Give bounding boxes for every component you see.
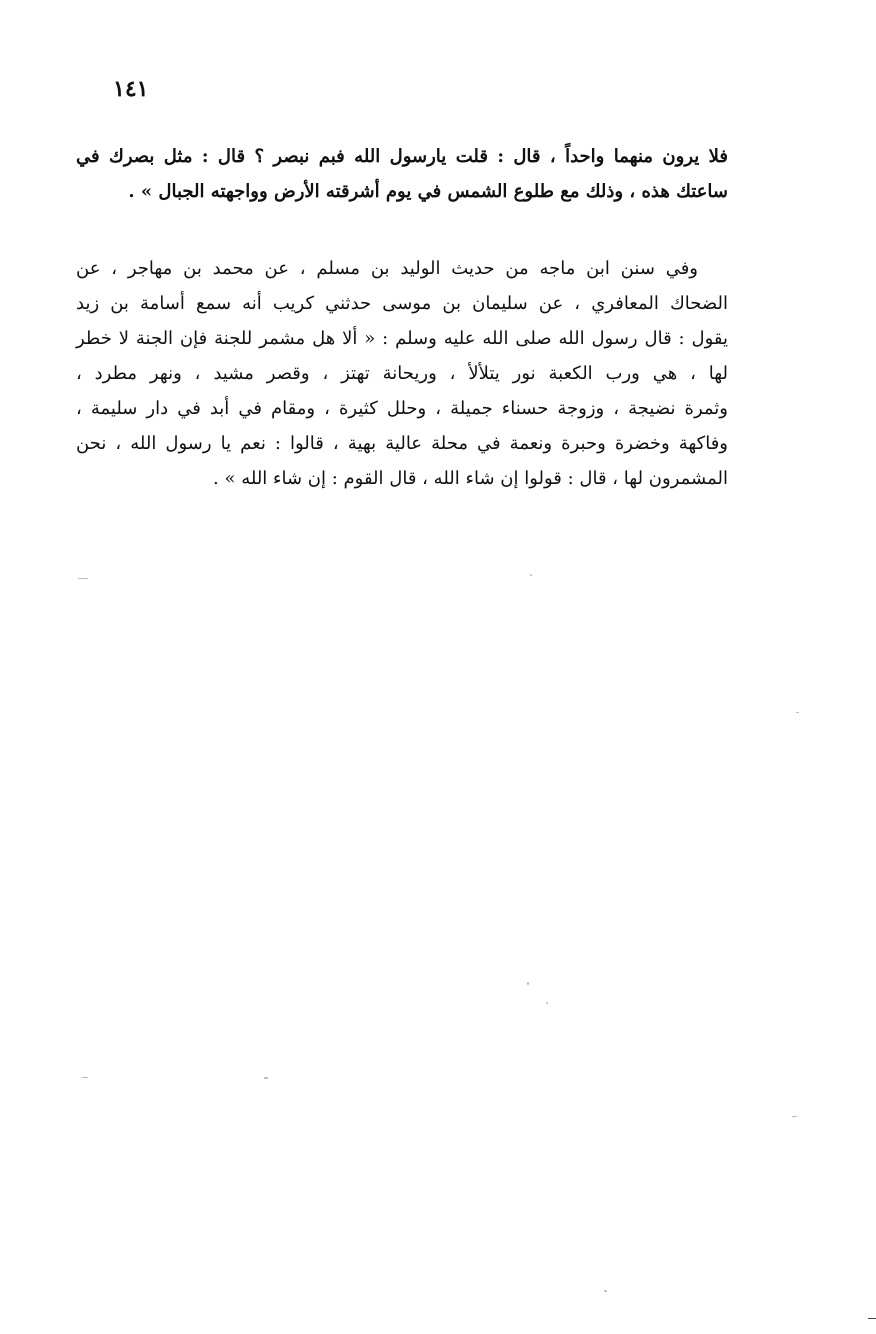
scan-edge-mark <box>868 1318 876 1319</box>
paragraph-2-line-1: وفي سنن ابن ماجه من حديث الوليد بن مسلم ، عن محمد بن مهاجر ، عن <box>76 258 698 279</box>
paragraph-1-line-1: فلا يرون منهما واحداً ، قال : قلت يارسول الله فبم نبصر ؟ قال : مثل بصرك في <box>76 146 729 167</box>
scan-speck <box>530 574 532 576</box>
scan-speck <box>82 1077 88 1078</box>
scan-speck <box>78 578 88 579</box>
scan-speck <box>546 1002 548 1004</box>
paragraph-2-line-7: المشمرون لها ، قال : قولوا إن شاء الله ، قال القوم : إن شاء الله » . <box>213 468 728 489</box>
page-number: ١٤١ <box>113 76 149 102</box>
paragraph-2-line-3: يقول : قال رسول الله صلى الله عليه وسلم : « ألا هل مشمر للجنة فإن الجنة لا خطر <box>76 328 728 349</box>
scan-speck <box>604 1290 607 1292</box>
paragraph-2 <box>76 251 728 496</box>
paragraph-1 <box>76 139 728 209</box>
paragraph-2-line-5: وثمرة نضيجة ، وزوجة حسناء جميلة ، وحلل كثيرة ، ومقام في أبد في دار سليمة ، <box>76 398 728 419</box>
scan-speck <box>264 1077 268 1079</box>
scan-speck <box>792 1116 797 1117</box>
paragraph-2-line-4: لها ، هي ورب الكعبة نور يتلألأ ، وريحانة تهتز ، وقصر مشيد ، ونهر مطرد ، <box>76 363 728 384</box>
paragraph-1-line-2: ساعتك هذه ، وذلك مع طلوع الشمس في يوم أشرقته الأرض وواجهته الجبال » . <box>128 181 728 202</box>
scan-speck <box>796 712 799 713</box>
paragraph-2-line-2: الضحاك المعافري ، عن سليمان بن موسى حدثني كريب أنه سمع أسامة بن زيد <box>76 293 728 314</box>
paragraph-2-line-6: وفاكهة وخضرة وحبرة ونعمة في محلة عالية بهية ، قالوا : نعم يا رسول الله ، نحن <box>76 433 728 454</box>
scan-speck <box>527 982 529 985</box>
